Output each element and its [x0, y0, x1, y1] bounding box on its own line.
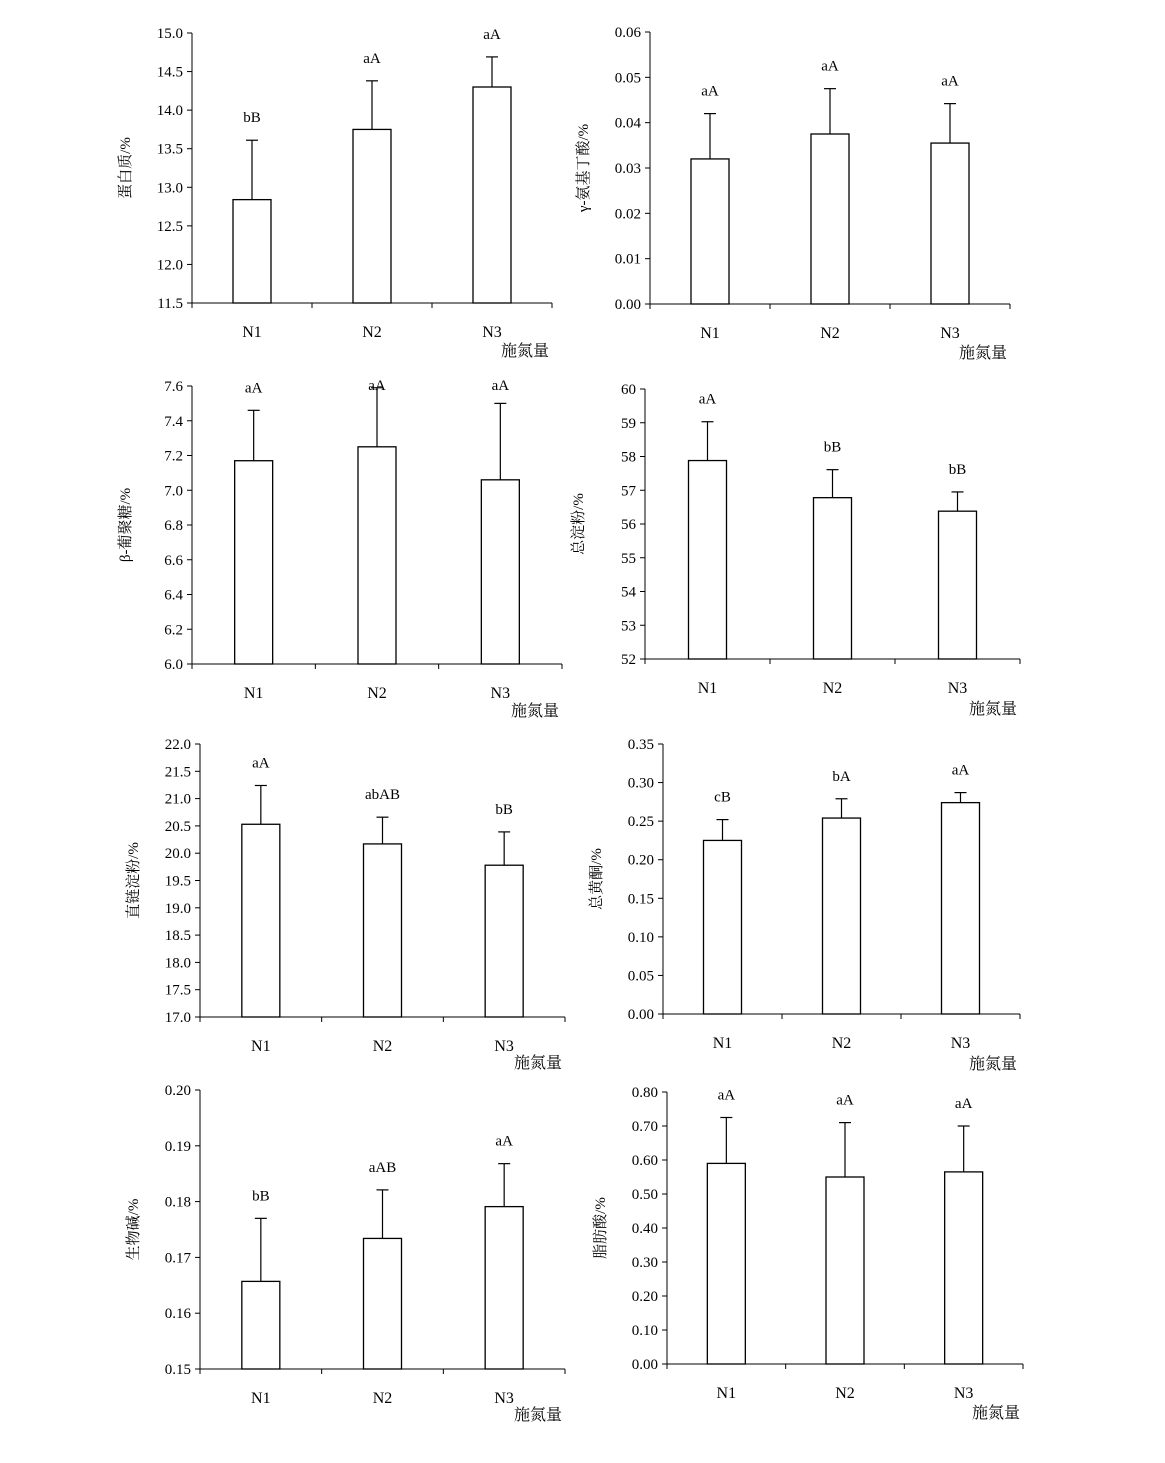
- chart6-y-tick-label: 0.15: [627, 891, 654, 908]
- chart5-bar-N3: [485, 865, 523, 1017]
- chart1-y-tick-label: 14.5: [156, 64, 183, 81]
- chart7-x-axis-title: 施氮量: [513, 1407, 562, 1424]
- chart8-x-axis-title: 施氮量: [971, 1405, 1020, 1422]
- chart2-significance-label-N2: aA: [821, 58, 839, 75]
- chart5-category-label-N1: N1: [251, 1038, 271, 1055]
- chart4-y-tick-label: 59: [621, 415, 636, 432]
- chart1-y-axis-title: 蛋白质/%: [118, 137, 134, 199]
- chart3-bar-N1: [235, 461, 273, 664]
- chart1-x-axis-title: 施氮量: [500, 343, 549, 360]
- chart7-y-tick-label: 0.17: [164, 1250, 191, 1267]
- chart2-bar-N1: [691, 159, 729, 304]
- chart3-bar-N2: [358, 447, 396, 664]
- chart5-category-label-N2: N2: [372, 1038, 393, 1055]
- chart2-y-tick-label: 0.00: [614, 297, 641, 313]
- chart4-category-label-N3: N3: [947, 680, 968, 697]
- chart8-y-tick-label: 0.70: [631, 1119, 658, 1135]
- chart8-y-tick-label: 0.80: [631, 1085, 658, 1101]
- chart6-bar-N1: [704, 840, 742, 1014]
- chart4-x-axis-title: 施氮量: [968, 701, 1017, 718]
- chart2-significance-label-N1: aA: [701, 83, 719, 100]
- chart4-category-label-N2: N2: [822, 680, 843, 697]
- chart5-significance-label-N3: bB: [495, 801, 513, 818]
- chart1-bar-N1: [233, 200, 271, 303]
- chart7-category-label-N3: N3: [494, 1390, 514, 1407]
- chart3-y-tick-label: 6.2: [164, 622, 183, 639]
- chart5-y-tick-label: 22.0: [164, 737, 191, 753]
- chart6-y-tick-label: 0.05: [627, 968, 654, 985]
- chart1-y-tick-label: 13.5: [156, 141, 183, 158]
- chart2-category-label-N2: N2: [820, 325, 840, 342]
- chart8-y-tick-label: 0.20: [631, 1289, 658, 1305]
- chart4-y-tick-label: 58: [621, 449, 636, 466]
- chart5-y-tick-label: 17.0: [164, 1010, 191, 1026]
- chart8-y-tick-label: 0.40: [631, 1221, 658, 1237]
- chart1-bar-N2: [353, 129, 391, 303]
- chart8-significance-label-N1: aA: [717, 1087, 736, 1104]
- chart1-bar-N3: [473, 87, 511, 303]
- chart5-y-tick-label: 18.0: [164, 955, 191, 972]
- chart2-bar-N3: [931, 143, 969, 304]
- chart8-significance-label-N3: aA: [954, 1096, 973, 1112]
- chart3-significance-label-N2: aA: [368, 378, 386, 394]
- chart7-y-tick-label: 0.19: [164, 1138, 191, 1155]
- chart6-y-tick-label: 0.30: [627, 775, 654, 792]
- chart4-y-axis-title: 总淀粉/%: [571, 493, 587, 555]
- chart2-category-label-N3: N3: [940, 325, 960, 342]
- chart7-bar-N2: [364, 1238, 402, 1369]
- chart1-y-tick-label: 14.0: [156, 103, 183, 120]
- chart5-y-tick-label: 20.0: [164, 846, 191, 863]
- chart6-y-tick-label: 0.10: [627, 929, 654, 946]
- chart5-bar-N1: [242, 824, 280, 1017]
- chart3-y-tick-label: 6.4: [164, 587, 183, 604]
- chart4-y-tick-label: 60: [621, 382, 636, 398]
- chart2-y-tick-label: 0.06: [614, 25, 641, 41]
- chart5-y-axis-title: 直链淀粉/%: [126, 842, 142, 919]
- chart8-y-tick-label: 0.00: [631, 1357, 658, 1373]
- chart5-y-tick-label: 19.5: [164, 873, 191, 890]
- chart5-y-tick-label: 21.0: [164, 791, 191, 808]
- chart3-y-tick-label: 7.4: [164, 413, 183, 430]
- chart5-significance-label-N1: aA: [252, 755, 270, 772]
- chart6-x-axis-title: 施氮量: [968, 1056, 1017, 1073]
- chart3-y-tick-label: 6.8: [164, 518, 183, 534]
- chart1-category-label-N3: N3: [482, 324, 502, 341]
- chart2-category-label-N1: N1: [700, 325, 720, 342]
- chart1-y-tick-label: 15.0: [156, 26, 183, 42]
- chart5-bar-N2: [364, 844, 402, 1017]
- chart1-y-tick-label: 11.5: [157, 296, 183, 312]
- chart4-y-tick-label: 57: [621, 483, 636, 500]
- chart4-bar-N3: [939, 511, 977, 659]
- chart6-significance-label-N3: aA: [951, 762, 970, 779]
- chart7-significance-label-N1: bB: [252, 1188, 270, 1205]
- chart7-y-tick-label: 0.16: [164, 1306, 191, 1323]
- chart8-y-axis-title: 脂肪酸/%: [593, 1197, 609, 1259]
- chart5-x-axis-title: 施氮量: [513, 1055, 562, 1072]
- chart1-y-tick-label: 12.0: [156, 257, 183, 274]
- chart8-bar-N1: [707, 1163, 745, 1364]
- chart3-category-label-N3: N3: [490, 685, 511, 702]
- chart7-y-tick-label: 0.15: [164, 1362, 191, 1378]
- chart7-category-label-N1: N1: [251, 1390, 271, 1407]
- chart3-category-label-N1: N1: [243, 685, 264, 702]
- chart8-y-tick-label: 0.60: [631, 1153, 658, 1169]
- chart5-significance-label-N2: abAB: [365, 787, 400, 804]
- chart8-y-tick-label: 0.10: [631, 1323, 658, 1339]
- chart4-significance-label-N3: bB: [948, 461, 967, 478]
- chart6-bar-N3: [942, 803, 980, 1014]
- chart3-x-axis-title: 施氮量: [510, 703, 559, 720]
- chart4-category-label-N1: N1: [697, 680, 718, 697]
- chart1-category-label-N1: N1: [242, 324, 262, 341]
- chart1-significance-label-N3: aA: [483, 26, 501, 43]
- chart2-x-axis-title: 施氮量: [958, 345, 1007, 362]
- chart5-y-tick-label: 18.5: [164, 928, 191, 945]
- chart3-y-tick-label: 6.6: [164, 552, 183, 569]
- chart2-y-tick-label: 0.03: [614, 161, 641, 177]
- chart8-significance-label-N2: aA: [836, 1092, 854, 1109]
- chart3-category-label-N2: N2: [367, 685, 387, 702]
- chart8-bar-N2: [826, 1177, 864, 1364]
- chart7-y-tick-label: 0.18: [164, 1194, 191, 1211]
- chart4-bar-N2: [814, 498, 852, 659]
- chart3-y-tick-label: 7.0: [164, 483, 183, 500]
- chart8-y-tick-label: 0.50: [631, 1187, 658, 1203]
- chart8-category-label-N3: N3: [953, 1385, 974, 1402]
- chart6-y-tick-label: 0.25: [627, 814, 654, 831]
- chart5-category-label-N3: N3: [494, 1038, 514, 1055]
- chart6-y-tick-label: 0.20: [627, 852, 654, 869]
- chart1-y-tick-label: 12.5: [156, 218, 183, 235]
- chart7-y-tick-label: 0.20: [164, 1083, 191, 1099]
- chart5-y-tick-label: 20.5: [164, 818, 191, 835]
- chart6-category-label-N3: N3: [950, 1035, 971, 1052]
- chart6-y-axis-title: 总黄酮/%: [589, 848, 605, 910]
- chart2-y-tick-label: 0.01: [614, 251, 641, 268]
- chart2-bar-N2: [811, 134, 849, 304]
- chart7-bar-N3: [485, 1207, 523, 1369]
- chart4-significance-label-N2: bB: [823, 439, 842, 456]
- chart2-y-tick-label: 0.05: [614, 70, 641, 87]
- chart4-y-tick-label: 56: [621, 517, 636, 533]
- chart6-significance-label-N2: bA: [832, 768, 851, 785]
- chart1-significance-label-N2: aA: [363, 50, 381, 67]
- chart8-category-label-N2: N2: [835, 1385, 855, 1402]
- chart1-y-tick-label: 13.0: [156, 180, 183, 197]
- chart5-y-tick-label: 21.5: [164, 764, 191, 781]
- chart3-bar-N3: [481, 480, 519, 664]
- chart6-y-tick-label: 0.35: [627, 737, 654, 753]
- chart3-y-axis-title: β-葡聚糖/%: [118, 487, 134, 563]
- chart4-y-tick-label: 54: [621, 584, 636, 601]
- chart7-significance-label-N2: aAB: [368, 1159, 397, 1176]
- chart6-significance-label-N1: cB: [714, 789, 731, 806]
- chart7-category-label-N2: N2: [372, 1390, 393, 1407]
- chart3-y-tick-label: 7.6: [164, 379, 183, 395]
- chart3-y-tick-label: 7.2: [164, 448, 183, 465]
- chart1-significance-label-N1: bB: [243, 110, 261, 127]
- chart1-category-label-N2: N2: [362, 324, 382, 341]
- chart6-y-tick-label: 0.00: [627, 1007, 654, 1023]
- chart4-bar-N1: [689, 461, 727, 659]
- chart6-category-label-N1: N1: [712, 1035, 733, 1052]
- chart7-y-axis-title: 生物碱/%: [126, 1198, 142, 1261]
- chart4-significance-label-N1: aA: [698, 391, 717, 408]
- chart5-y-tick-label: 17.5: [164, 982, 191, 999]
- chart5-y-tick-label: 19.0: [164, 900, 191, 917]
- chart6-category-label-N2: N2: [831, 1035, 852, 1052]
- chart6-bar-N2: [823, 818, 861, 1014]
- chart3-significance-label-N3: aA: [491, 378, 510, 394]
- chart2-significance-label-N3: aA: [941, 73, 959, 90]
- chart7-significance-label-N3: aA: [495, 1133, 513, 1150]
- chart8-category-label-N1: N1: [716, 1385, 737, 1402]
- chart8-bar-N3: [945, 1172, 983, 1364]
- chart3-significance-label-N1: aA: [244, 380, 263, 397]
- chart7-bar-N1: [242, 1281, 280, 1369]
- chart2-y-tick-label: 0.02: [614, 206, 641, 223]
- chart2-y-tick-label: 0.04: [614, 115, 641, 132]
- chart8-y-tick-label: 0.30: [631, 1255, 658, 1271]
- chart3-y-tick-label: 6.0: [164, 657, 183, 673]
- chart2-y-axis-title: γ-氨基丁酸/%: [576, 123, 592, 213]
- chart4-y-tick-label: 55: [621, 550, 636, 567]
- chart4-y-tick-label: 52: [621, 652, 636, 668]
- chart4-y-tick-label: 53: [621, 618, 636, 635]
